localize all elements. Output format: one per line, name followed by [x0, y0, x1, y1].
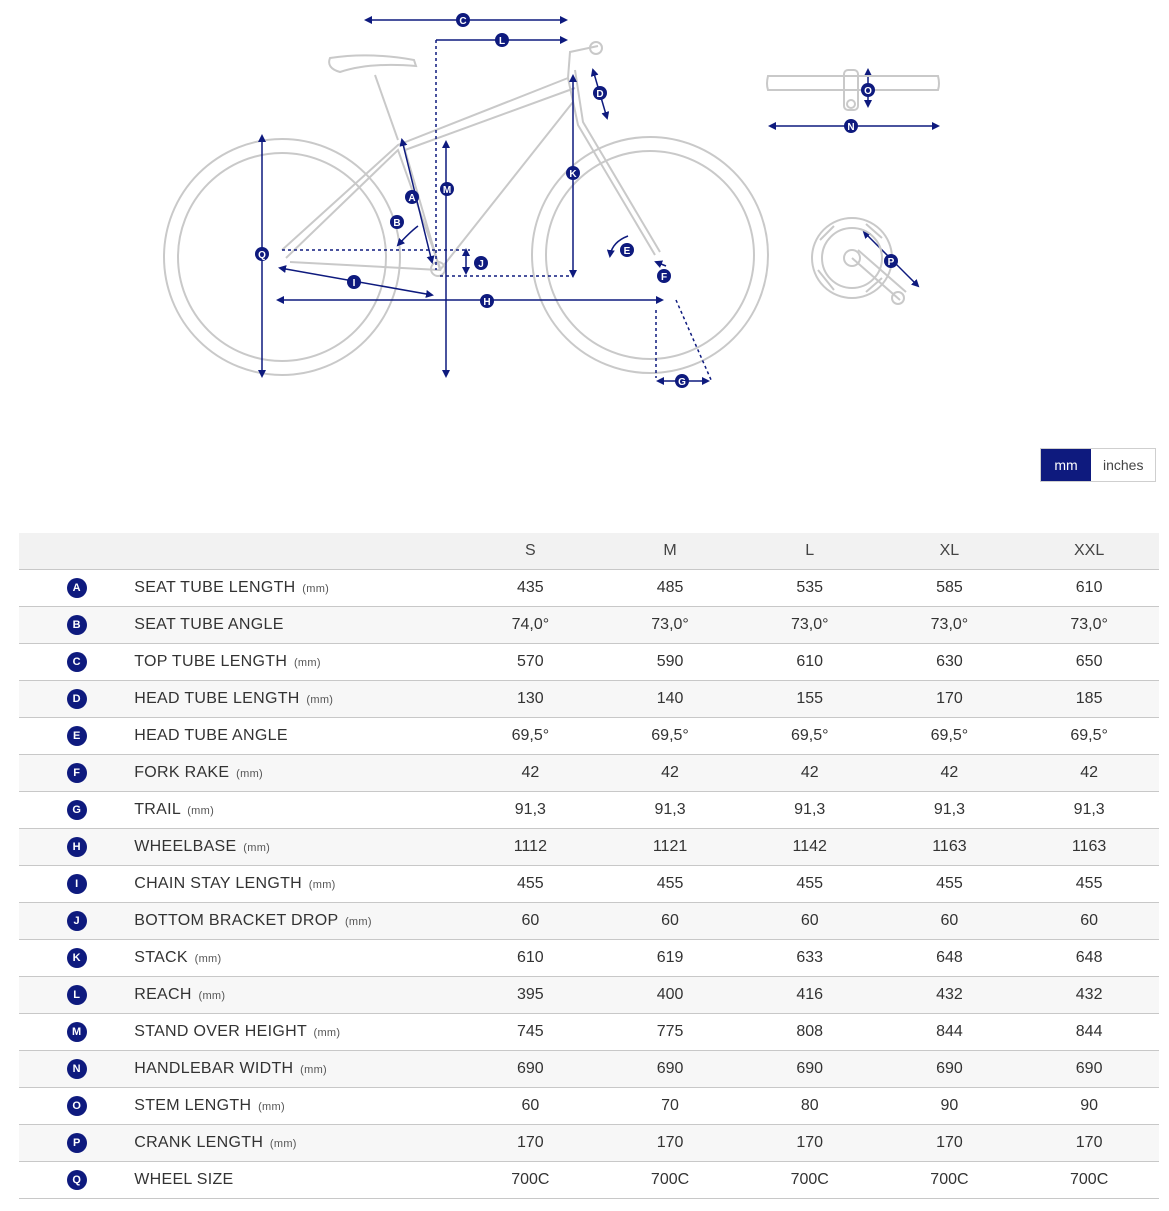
dimension-key-badge: I — [67, 874, 87, 894]
value-cell: 170 — [740, 1124, 880, 1161]
param-unit: (mm) — [269, 1137, 297, 1150]
badge-cell — [19, 1013, 134, 1050]
badge-cell — [19, 1050, 134, 1087]
param-name-cell — [134, 828, 460, 865]
svg-text:H: H — [483, 297, 491, 308]
value-cell: 1112 — [461, 828, 601, 865]
dimension-key-badge: C — [67, 652, 87, 672]
table-row — [19, 643, 1159, 680]
badge-j — [474, 256, 488, 270]
param-name-cell — [134, 976, 460, 1013]
value-cell: 91,3 — [740, 791, 880, 828]
value-cell: 60 — [880, 902, 1020, 939]
param-name-cell — [134, 1050, 460, 1087]
param-name: CRANK LENGTH — [134, 1133, 264, 1151]
dimension-key-badge: N — [67, 1059, 87, 1079]
badge-cell — [19, 1124, 134, 1161]
badge-c — [456, 13, 470, 27]
svg-text:B: B — [393, 218, 401, 229]
value-cell: 91,3 — [1019, 791, 1159, 828]
table-row — [19, 1087, 1159, 1124]
param-name: TRAIL — [134, 800, 181, 818]
dimension-key-badge: J — [67, 911, 87, 931]
dimension-key-badge: G — [67, 800, 87, 820]
value-cell: 91,3 — [600, 791, 740, 828]
dimension-key-badge: A — [67, 578, 87, 598]
value-cell: 69,5° — [1019, 717, 1159, 754]
value-cell: 700C — [1019, 1161, 1159, 1198]
badge-p — [884, 254, 898, 268]
value-cell: 69,5° — [880, 717, 1020, 754]
param-name-cell — [134, 1161, 460, 1198]
svg-text:E: E — [623, 246, 631, 257]
badge-e — [620, 243, 634, 257]
svg-text:P: P — [887, 257, 895, 268]
table-row — [19, 1161, 1159, 1198]
badge-b — [390, 215, 404, 229]
value-cell: 435 — [461, 569, 601, 606]
dimension-lines — [262, 20, 938, 382]
param-name: SEAT TUBE LENGTH — [134, 578, 296, 596]
badge-n — [844, 119, 858, 133]
param-name: HANDLEBAR WIDTH — [134, 1059, 294, 1077]
param-name-cell — [134, 606, 460, 643]
value-cell: 700C — [461, 1161, 601, 1198]
value-cell: 170 — [1019, 1124, 1159, 1161]
value-cell: 42 — [600, 754, 740, 791]
table-row — [19, 791, 1159, 828]
value-cell: 60 — [461, 902, 601, 939]
value-cell: 690 — [740, 1050, 880, 1087]
value-cell: 690 — [461, 1050, 601, 1087]
header-blank — [134, 533, 460, 569]
param-unit: (mm) — [236, 767, 263, 780]
value-cell: 69,5° — [600, 717, 740, 754]
unit-toggle — [1040, 448, 1156, 482]
value-cell: 610 — [740, 643, 880, 680]
dimension-key-badge: H — [67, 837, 87, 857]
table-row — [19, 865, 1159, 902]
value-cell: 808 — [740, 1013, 880, 1050]
value-cell: 155 — [740, 680, 880, 717]
param-name: TOP TUBE LENGTH — [134, 652, 288, 670]
svg-text:M: M — [442, 185, 452, 196]
value-cell: 69,5° — [461, 717, 601, 754]
value-cell: 60 — [461, 1087, 601, 1124]
table-row — [19, 902, 1159, 939]
value-cell: 455 — [880, 865, 1020, 902]
table-row — [19, 1050, 1159, 1087]
badge-cell — [19, 828, 134, 865]
value-cell: 648 — [1019, 939, 1159, 976]
dimension-key-badge: B — [67, 615, 87, 635]
value-cell: 73,0° — [880, 606, 1020, 643]
value-cell: 91,3 — [880, 791, 1020, 828]
value-cell: 432 — [1019, 976, 1159, 1013]
value-cell: 432 — [880, 976, 1020, 1013]
table-row — [19, 1013, 1159, 1050]
unit-inches-button[interactable]: inches — [1091, 449, 1155, 481]
bike-frame — [164, 42, 768, 375]
value-cell: 700C — [600, 1161, 740, 1198]
badge-cell — [19, 1161, 134, 1198]
dimension-key-badge: P — [67, 1133, 87, 1153]
badge-q — [255, 247, 269, 261]
value-cell: 1163 — [1019, 828, 1159, 865]
value-cell: 485 — [600, 569, 740, 606]
param-unit: (mm) — [302, 582, 330, 595]
table-row — [19, 569, 1159, 606]
badge-o — [861, 83, 875, 97]
bike-geometry-diagram — [0, 0, 1169, 400]
dimension-key-badge: E — [67, 726, 87, 746]
badge-cell — [19, 717, 134, 754]
size-header: S — [461, 533, 601, 569]
svg-text:N: N — [847, 122, 855, 133]
value-cell: 844 — [880, 1013, 1020, 1050]
param-name: CHAIN STAY LENGTH — [134, 874, 303, 892]
badge-m — [440, 182, 454, 196]
svg-text:D: D — [596, 89, 604, 100]
table-row — [19, 754, 1159, 791]
param-unit: (mm) — [300, 1063, 328, 1076]
value-cell: 535 — [740, 569, 880, 606]
table-row — [19, 1124, 1159, 1161]
param-unit: (mm) — [313, 1026, 341, 1039]
param-unit: (mm) — [258, 1100, 285, 1113]
value-cell: 170 — [461, 1124, 601, 1161]
param-name: BOTTOM BRACKET DROP — [134, 911, 339, 929]
param-name-cell — [134, 754, 460, 791]
value-cell: 455 — [600, 865, 740, 902]
param-unit: (mm) — [198, 989, 226, 1002]
value-cell: 73,0° — [600, 606, 740, 643]
param-name-cell — [134, 569, 460, 606]
value-cell: 455 — [1019, 865, 1159, 902]
badge-a — [405, 190, 419, 204]
value-cell: 90 — [880, 1087, 1020, 1124]
dimension-key-badge: K — [67, 948, 87, 968]
param-unit: (mm) — [243, 841, 271, 854]
badge-g — [675, 374, 689, 388]
badge-cell — [19, 976, 134, 1013]
param-name: HEAD TUBE ANGLE — [134, 726, 288, 744]
svg-text:Q: Q — [258, 250, 266, 261]
svg-text:A: A — [408, 193, 416, 204]
svg-text:C: C — [459, 16, 467, 27]
badge-l — [495, 33, 509, 47]
value-cell: 570 — [461, 643, 601, 680]
table-row — [19, 606, 1159, 643]
param-name-cell — [134, 865, 460, 902]
value-cell: 690 — [1019, 1050, 1159, 1087]
value-cell: 140 — [600, 680, 740, 717]
value-cell: 42 — [461, 754, 601, 791]
unit-mm-button[interactable]: mm — [1041, 449, 1091, 481]
svg-text:I: I — [352, 278, 356, 289]
param-name: STAND OVER HEIGHT — [134, 1022, 307, 1040]
param-name-cell — [134, 717, 460, 754]
size-header: XL — [880, 533, 1020, 569]
value-cell: 60 — [740, 902, 880, 939]
value-cell: 745 — [461, 1013, 601, 1050]
value-cell: 844 — [1019, 1013, 1159, 1050]
size-header: M — [600, 533, 740, 569]
value-cell: 630 — [880, 643, 1020, 680]
value-cell: 60 — [1019, 902, 1159, 939]
value-cell: 73,0° — [740, 606, 880, 643]
header-blank — [19, 533, 134, 569]
svg-text:O: O — [864, 86, 872, 97]
value-cell: 455 — [740, 865, 880, 902]
value-cell: 610 — [461, 939, 601, 976]
value-cell: 130 — [461, 680, 601, 717]
badge-d — [593, 86, 607, 100]
value-cell: 690 — [880, 1050, 1020, 1087]
value-cell: 74,0° — [461, 606, 601, 643]
param-name-cell — [134, 902, 460, 939]
value-cell: 400 — [600, 976, 740, 1013]
badge-cell — [19, 754, 134, 791]
value-cell: 619 — [600, 939, 740, 976]
badge-cell — [19, 569, 134, 606]
value-cell: 648 — [880, 939, 1020, 976]
value-cell: 170 — [880, 1124, 1020, 1161]
badge-i — [347, 275, 361, 289]
geometry-table — [19, 533, 1159, 1199]
badge-cell — [19, 939, 134, 976]
table-row — [19, 939, 1159, 976]
value-cell: 73,0° — [1019, 606, 1159, 643]
param-unit: (mm) — [308, 878, 336, 891]
bike-geometry-svg — [0, 0, 1169, 400]
dimension-key-badge: L — [67, 985, 87, 1005]
value-cell: 633 — [740, 939, 880, 976]
param-unit: (mm) — [306, 693, 334, 706]
value-cell: 170 — [880, 680, 1020, 717]
value-cell: 1163 — [880, 828, 1020, 865]
value-cell: 42 — [880, 754, 1020, 791]
value-cell: 185 — [1019, 680, 1159, 717]
param-name: WHEELBASE — [134, 837, 237, 855]
param-name: STEM LENGTH — [134, 1096, 252, 1114]
table-row — [19, 976, 1159, 1013]
badge-h — [480, 294, 494, 308]
table-row — [19, 828, 1159, 865]
param-name: SEAT TUBE ANGLE — [134, 615, 284, 633]
value-cell: 42 — [740, 754, 880, 791]
param-name: HEAD TUBE LENGTH — [134, 689, 300, 707]
dimension-key-badge: Q — [67, 1170, 87, 1190]
value-cell: 90 — [1019, 1087, 1159, 1124]
value-cell: 1121 — [600, 828, 740, 865]
value-cell: 80 — [740, 1087, 880, 1124]
value-cell: 610 — [1019, 569, 1159, 606]
value-cell: 91,3 — [461, 791, 601, 828]
value-cell: 1142 — [740, 828, 880, 865]
size-header: L — [740, 533, 880, 569]
param-name-cell — [134, 680, 460, 717]
table-row — [19, 680, 1159, 717]
dimension-key-badge: F — [67, 763, 87, 783]
badge-cell — [19, 643, 134, 680]
param-name-cell — [134, 939, 460, 976]
value-cell: 700C — [740, 1161, 880, 1198]
badge-k — [566, 166, 580, 180]
param-name-cell — [134, 1013, 460, 1050]
badge-cell — [19, 606, 134, 643]
svg-text:K: K — [569, 169, 577, 180]
handlebar-top-view — [767, 70, 939, 110]
svg-text:L: L — [498, 36, 506, 47]
param-name: REACH — [134, 985, 192, 1003]
dimension-key-badge: D — [67, 689, 87, 709]
value-cell: 60 — [600, 902, 740, 939]
value-cell: 585 — [880, 569, 1020, 606]
param-name-cell — [134, 791, 460, 828]
badge-f — [657, 269, 671, 283]
size-header: XXL — [1019, 533, 1159, 569]
value-cell: 395 — [461, 976, 601, 1013]
param-unit: (mm) — [293, 656, 321, 669]
value-cell: 170 — [600, 1124, 740, 1161]
param-name-cell — [134, 1087, 460, 1124]
value-cell: 455 — [461, 865, 601, 902]
param-name-cell — [134, 643, 460, 680]
badge-cell — [19, 791, 134, 828]
value-cell: 69,5° — [740, 717, 880, 754]
param-name-cell — [134, 1124, 460, 1161]
param-name: WHEEL SIZE — [134, 1170, 234, 1188]
param-name: STACK — [134, 948, 188, 966]
badge-cell — [19, 902, 134, 939]
value-cell: 690 — [600, 1050, 740, 1087]
badge-cell — [19, 865, 134, 902]
svg-text:G: G — [678, 377, 686, 388]
table-row — [19, 717, 1159, 754]
badge-cell — [19, 1087, 134, 1124]
param-unit: (mm) — [187, 804, 215, 817]
badge-cell — [19, 680, 134, 717]
value-cell: 42 — [1019, 754, 1159, 791]
param-name: FORK RAKE — [134, 763, 230, 781]
svg-text:J: J — [478, 259, 484, 270]
dimension-key-badge: O — [67, 1096, 87, 1116]
table-header-row — [19, 533, 1159, 569]
value-cell: 700C — [880, 1161, 1020, 1198]
param-unit: (mm) — [344, 915, 372, 928]
value-cell: 416 — [740, 976, 880, 1013]
svg-text:F: F — [660, 272, 668, 283]
param-unit: (mm) — [194, 952, 222, 965]
value-cell: 70 — [600, 1087, 740, 1124]
value-cell: 650 — [1019, 643, 1159, 680]
dimension-key-badge: M — [67, 1022, 87, 1042]
value-cell: 775 — [600, 1013, 740, 1050]
value-cell: 590 — [600, 643, 740, 680]
